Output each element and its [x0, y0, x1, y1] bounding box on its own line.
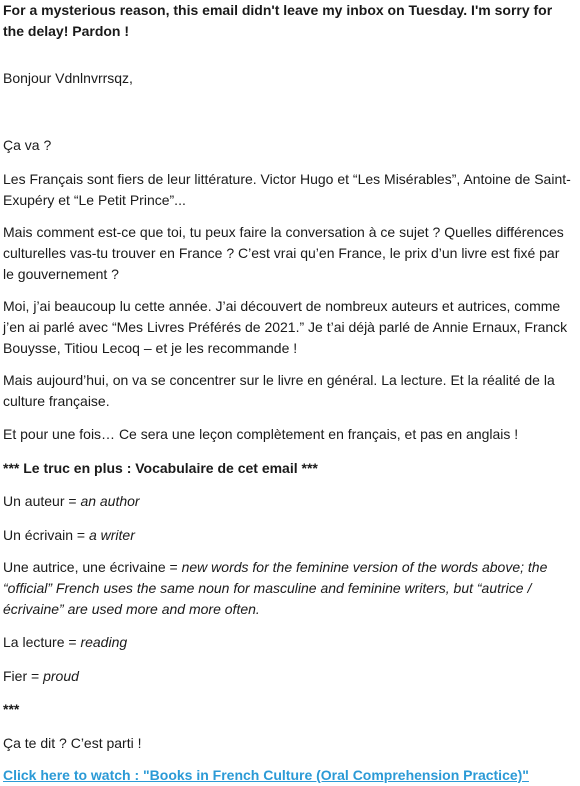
- paragraph-focus: Mais aujourd’hui, on va se concentrer sur le livre en général. La lecture. Et la réalité de la culture française.: [3, 372, 555, 409]
- closing-line: Ça te dit ? C’est parti !: [3, 735, 142, 751]
- vocab-english: a writer: [88, 527, 135, 543]
- vocab-french: Une autrice, une écrivaine =: [3, 559, 182, 575]
- vocab-item: [3, 632, 573, 653]
- paragraph-literature: Les Français sont fiers de leur littérature. Victor Hugo et “Les Misérables”, Antoine de Saint-Exupéry et “Le Petit Prince”...: [3, 171, 571, 208]
- paragraph-conversation: Mais comment est-ce que toi, tu peux faire la conversation à ce sujet ? Quelles différences culturelles vas-tu trouver en France ? C’est vrai qu’en France, le prix d’un livre est fixé par le gouvernement ?: [3, 224, 564, 282]
- vocab-heading: *** Le truc en plus : Vocabulaire de cet email ***: [3, 460, 318, 476]
- vocab-english: new words for the feminine version of the words above; the “official” French uses the same noun for masculine and feminine writers, but “autrice / écrivaine” are used more and more often.: [3, 559, 548, 617]
- vocab-french: Un écrivain =: [3, 527, 89, 543]
- paragraph-french-only: Et pour une fois… Ce sera une leçon complètement en français, et pas en anglais !: [3, 426, 519, 442]
- vocab-item: [3, 666, 573, 687]
- greeting: Bonjour Vdnlnvrrsqz,: [3, 70, 133, 86]
- vocab-french: Fier =: [3, 668, 44, 684]
- vocab-english: an author: [80, 493, 140, 509]
- delay-notice: For a mysterious reason, this email didn't leave my inbox on Tuesday. I'm sorry for the delay! Pardon !: [3, 2, 553, 39]
- vocab-english: reading: [80, 634, 128, 650]
- vocab-english: proud: [43, 668, 79, 684]
- watch-video-link-row: [3, 765, 573, 786]
- vocab-item: [3, 557, 573, 620]
- watch-video-link[interactable]: Click here to watch : "Books in French Culture (Oral Comprehension Practice)": [3, 767, 529, 783]
- separator: ***: [3, 701, 20, 717]
- vocab-french: Un auteur =: [3, 493, 81, 509]
- vocab-item: [3, 491, 573, 512]
- vocab-item: [3, 525, 573, 546]
- paragraph-reading-year: Moi, j’ai beaucoup lu cette année. J’ai découvert de nombreux auteurs et autrices, comme j’en ai parlé avec “Mes Livres Préférés de 2021.” Je t’ai déjà parlé de Annie Ernaux, Franck Bouysse, Titiou Lecoq – et je les recommande !: [3, 298, 568, 356]
- vocab-french: La lecture =: [3, 634, 81, 650]
- ca-va-line: Ça va ?: [3, 137, 52, 153]
